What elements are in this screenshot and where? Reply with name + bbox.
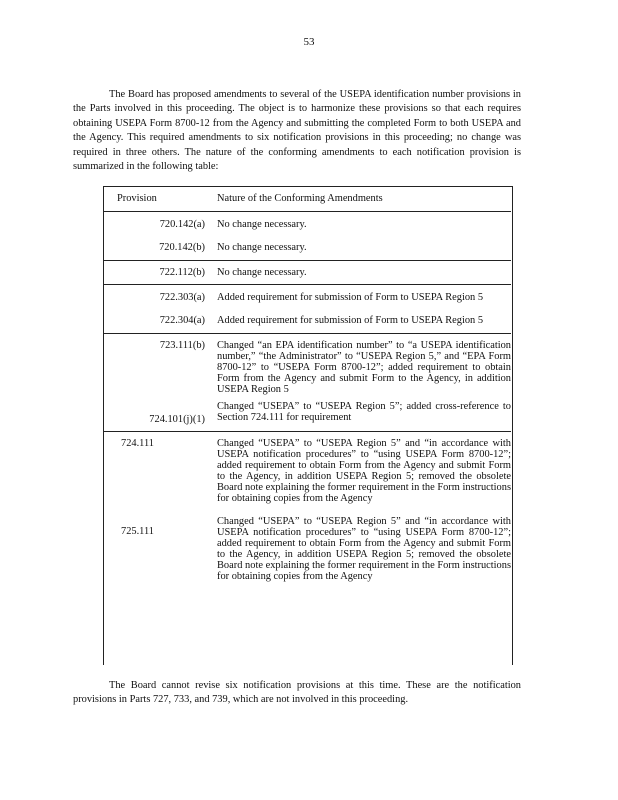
nature-723-111-b: Changed “an EPA identification number” to “a USEPA identification number,” “the Administrator” to “USEPA Region 5,” and “EPA Form 8700-12” to “USEPA Form 8700-12”; added requirement to obtain Form from the Agency and submit Form to the Agency, in addition USEPA Region 5 [217,340,511,395]
table-group-5 [103,432,511,583]
nature-724-101-j-1: Changed “USEPA” to “USEPA Region 5”; added cross-reference to Section 724.111 for requirement [217,401,511,423]
nature-722-303-a: Added requirement for submission of Form to USEPA Region 5 [217,292,484,303]
intro-paragraph [73,88,521,174]
table-group-1 [103,212,511,261]
provision-724-111: 724.111 [121,438,154,449]
provision-722-112-b: 722.112(b) [159,267,205,278]
table-group-2 [103,261,511,285]
nature-722-112-b: No change necessary. [217,267,307,278]
provision-720-142-a: 720.142(a) [159,219,205,230]
nature-725-111: Changed “USEPA” to “USEPA Region 5” and “in accordance with USEPA notification procedures” to “using USEPA Form 8700-12”; added requirement to obtain Form from the Agency and submit Form to the Agency, in addition USEPA Region 5; removed the obsolete Board note explaining the former requirement in the Form instructions for obtaining copies from the Agency [217,516,511,582]
header-provision: Provision [117,193,157,204]
page-number: 53 [303,36,315,48]
amendments-table [103,186,511,582]
provision-722-304-a: 722.304(a) [159,315,205,326]
provision-725-111: 725.111 [121,526,154,537]
nature-722-304-a: Added requirement for submission of Form to USEPA Region 5 [217,315,484,326]
provision-724-101-j-1: 724.101(j)(1) [149,414,205,425]
table-group-4 [103,334,511,432]
intro-paragraph-text: The Board has proposed amendments to several of the USEPA identification number provisions in the Parts involved in this proceeding. The object is to harmonize these provisions so that each requires obtaining USEPA Form 8700-12 from the Agency and submitting the completed Form to both USEPA and the Agency. This required amendments to six notification provisions in this proceeding; no change was required in three others. The nature of the conforming amendments to each notification provision is summarized in the following table: [73,89,521,173]
table-group-3 [103,285,511,334]
provision-723-111-b: 723.111(b) [159,340,205,351]
provision-722-303-a: 722.303(a) [159,292,205,303]
closing-paragraph [73,679,521,708]
nature-720-142-a: No change necessary. [217,219,307,230]
nature-720-142-b: No change necessary. [217,242,307,253]
closing-paragraph-text: The Board cannot revise six notification provisions at this time. These are the notification provisions in Parts 727, 733, and 739, which are not involved in this proceeding. [73,680,521,706]
table-header-row [103,186,511,212]
nature-724-111: Changed “USEPA” to “USEPA Region 5” and “in accordance with USEPA notification procedures” to “using USEPA Form 8700-12”; added requirement to obtain Form from the Agency and submit Form to the Agency, in addition USEPA Region 5; removed the obsolete Board note explaining the former requirement in the Form instructions for obtaining copies from the Agency [217,438,511,504]
provision-720-142-b: 720.142(b) [159,242,205,253]
header-nature: Nature of the Conforming Amendments [217,193,383,204]
